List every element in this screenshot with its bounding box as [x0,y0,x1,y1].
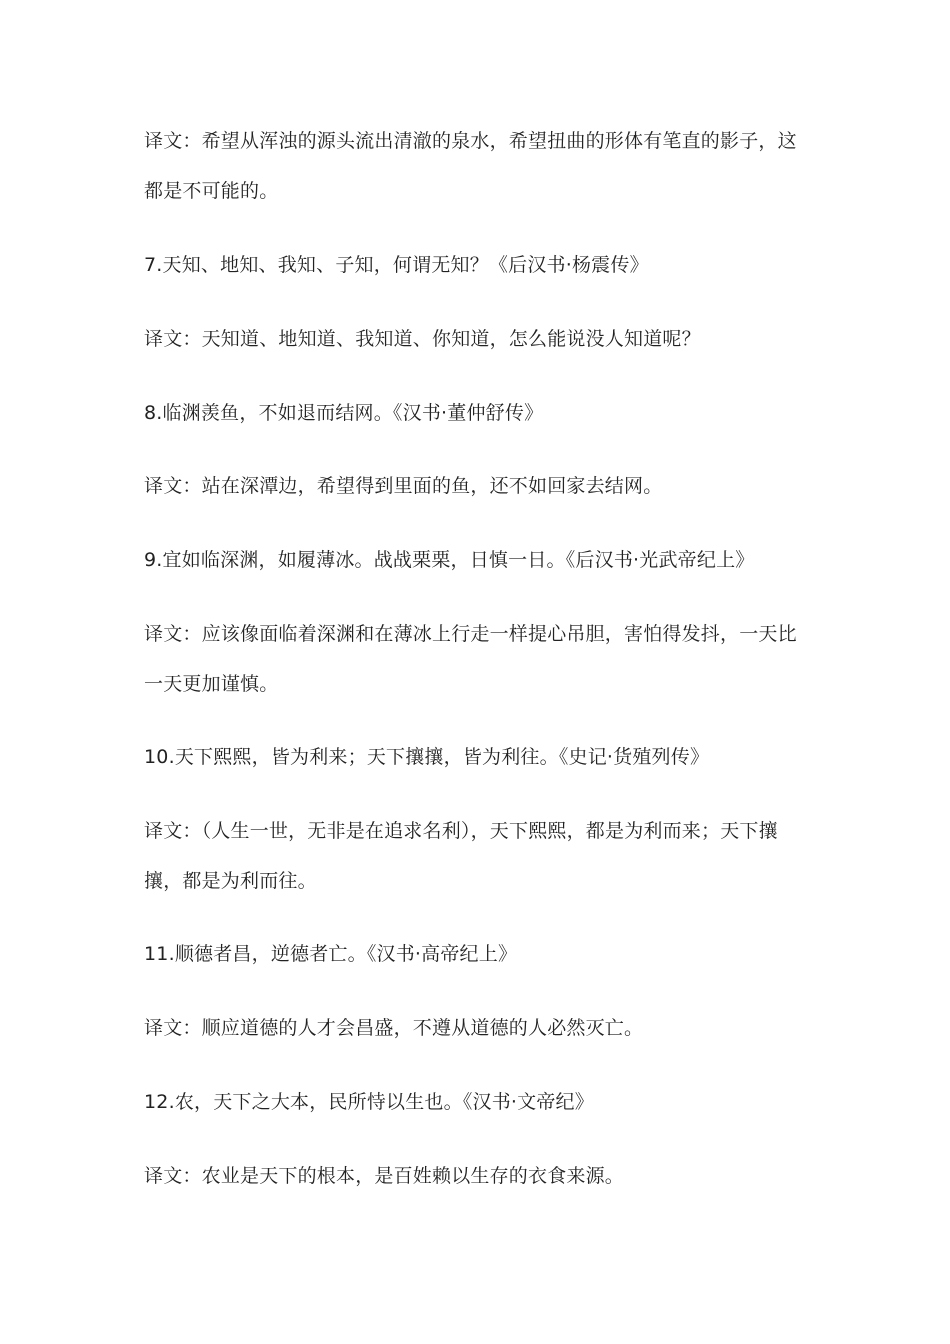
translation-6-line-2: 都是不可能的。 [144,180,279,202]
quote-9: 9.宜如临深渊，如履薄冰。战战栗栗，日慎一日。《后汉书·光武帝纪上》 [144,549,755,571]
quote-7: 7.天知、地知、我知、子知，何谓无知？《后汉书·杨震传》 [144,254,649,276]
quote-12: 12.农，天下之大本，民所恃以生也。《汉书·文帝纪》 [144,1091,594,1113]
translation-7: 译文：天知道、地知道、我知道、你知道，怎么能说没人知道呢？ [144,328,701,350]
translation-6-line-1: 译文：希望从浑浊的源头流出清澈的泉水，希望扭曲的形体有笔直的影子，这 [144,130,797,152]
translation-11: 译文：顺应道德的人才会昌盛，不遵从道德的人必然灭亡。 [144,1017,644,1039]
translation-9-line-1: 译文：应该像面临着深渊和在薄冰上行走一样提心吊胆，害怕得发抖，一天比 [144,623,797,645]
translation-8: 译文：站在深潭边，希望得到里面的鱼，还不如回家去结网。 [144,475,663,497]
translation-10-line-1: 译文：（人生一世，无非是在追求名利），天下熙熙，都是为利而来；天下攘 [144,820,778,842]
translation-12: 译文：农业是天下的根本，是百姓赖以生存的衣食来源。 [144,1165,625,1187]
translation-9-line-2: 一天更加谨慎。 [144,673,279,695]
quote-8: 8.临渊羡鱼，不如退而结网。《汉书·董仲舒传》 [144,402,544,424]
quote-10: 10.天下熙熙，皆为利来；天下攘攘，皆为利往。《史记·货殖列传》 [144,746,710,768]
translation-10-line-2: 攘，都是为利而往。 [144,870,317,892]
quote-11: 11.顺德者昌，逆德者亡。《汉书·高帝纪上》 [144,943,518,965]
